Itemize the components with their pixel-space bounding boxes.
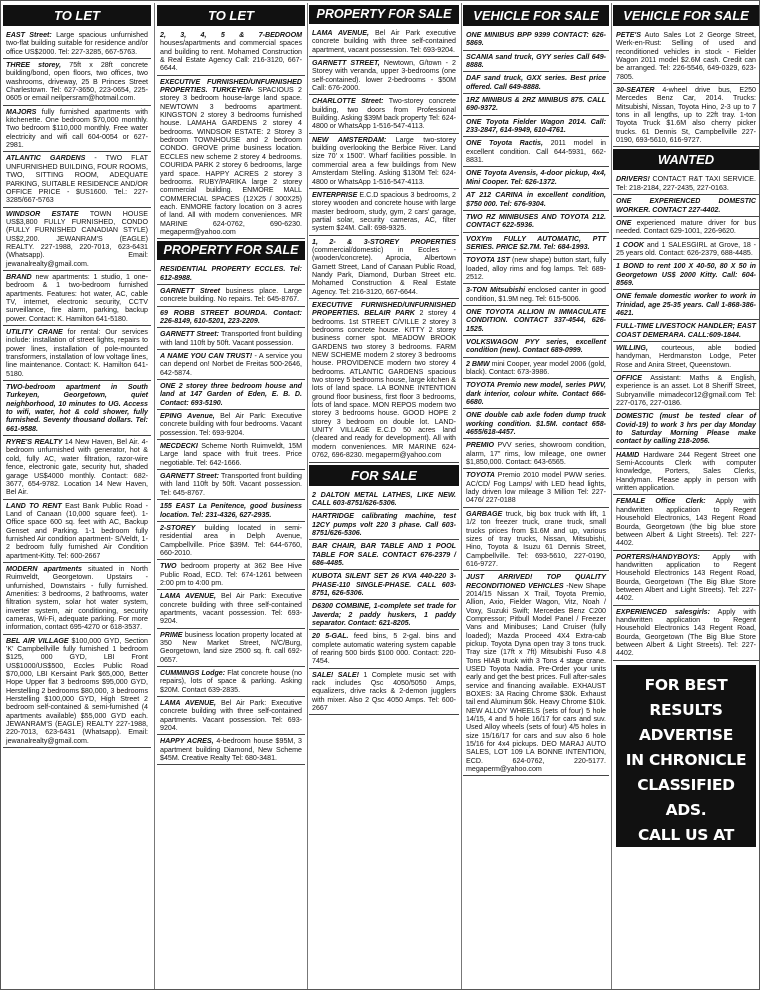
classified-ad xyxy=(157,735,305,765)
classified-ad xyxy=(157,76,305,240)
classified-ad xyxy=(309,669,459,716)
ad-lead: MECDECKI xyxy=(160,442,198,451)
column-divider xyxy=(461,3,462,989)
classified-ad xyxy=(463,29,609,51)
ad-body: 2 storey 4 bedrooms. 1st STREET C/VILLE 2 storey 3 bedrooms concrete house. KITTY 2 storey business corner spot. MEADOW BROOK GARDENS two storey 3 bedrooms. FARM NEW SCHEME modern 2 storey 3 bedrooms house. PROVIDENCE modern two storey 4 bedrooms. ATLANTIC GARDENS spacious two storey 5 bedrooms house, large kitchen & lots of land space. LA BONNE INTENTION ground floor business, first floor 3 bedrooms, lots of land space. MON REPOS modern two storey 3 bedrooms house. GOOD HOPE 2 storey 3 bedroom on double lot. LAND-UNITY VILLAGE E.C.D 50 acres land (cleared and ready for development). All with modern conveniences. MR MARINE 624-0762, 696-8230. megaperm@yahoo.com xyxy=(312,309,456,460)
ad-body: experienced mature driver for bus needed. Contact 629-1001, 226-9620. xyxy=(616,218,756,236)
ad-body: - A service you can depend on! Norbet de Freitas 500-2646, 642-5874. xyxy=(160,352,302,377)
ad-lead: WILLING, xyxy=(616,343,648,352)
ad-lead: TWO xyxy=(160,562,177,571)
ad-body: Apply with handwritten application to Regent Household Electronics 143 Regent Road, Bourda, Georgetown (The Big Blue Store between Albert and Light Streets). Tel: 227-4402. xyxy=(616,552,756,603)
classified-ad xyxy=(463,72,609,94)
column-divider xyxy=(154,3,155,989)
promo-line: ADVERTISE xyxy=(638,725,734,744)
ad-lead: ONE Toyota Ractis, xyxy=(466,139,543,148)
ad-body: feed bins, 5 2-gal. bins and complete automatic watering system capable of rearing 500 birds $100 000. Contact: 220-7454. xyxy=(312,632,457,666)
ad-body: Apply with handwritten application to Regent Household Electronics, 143 Regent Road Bourda, Georgetown (the big blue store between Albert & Light Streets). Tel: 227-4402. xyxy=(616,497,756,548)
ad-body: bedroom property at 362 Bee Hive Public Road, ECD. Tel: 674-1261 between 2:00 pm to 4:00 pm. xyxy=(160,562,302,587)
classified-ad xyxy=(3,152,151,207)
classified-ad xyxy=(309,95,459,133)
ad-lead: PRIME xyxy=(160,630,183,639)
ad-lead: DAF sand truck, GXX series. Best price offered. Call 649-8888. xyxy=(466,74,606,91)
section-header-to-let: TO LET xyxy=(157,5,305,26)
ad-lead: 20 5-GAL. xyxy=(312,632,349,641)
ad-lead: 1, 2- & 3-STOREY PROPERTIES xyxy=(312,237,456,246)
classified-ad xyxy=(157,410,305,440)
ad-lead: RESIDENTIAL PROPERTY ECCLES. Tel: 612-8988. xyxy=(160,265,302,282)
ad-lead: BAR CHAIR, BAR TABLE AND 1 POOL TABLE FOR SALE. CONTACT 676-2379 / 686-4485. xyxy=(312,542,456,567)
classified-ad xyxy=(309,540,459,570)
promo-line: IN CHRONICLE xyxy=(625,750,747,769)
classified-ad xyxy=(613,260,759,290)
ad-lead: HAPPY ACRES, xyxy=(160,737,214,746)
ad-lead: ONE EXPERIENCED DOMESTIC WORKER. CONTACT 227-4402. xyxy=(616,197,756,214)
ad-body: PVV series, showroom condition, alarm, 17" rims, low mileage, one owner $1,850,000. Contact: 643-6565. xyxy=(466,441,606,467)
ad-body: TOWN HOUSE US$3,800 FULLY FURNISHED, CONDO (FULLY FURNISHED CANADIAN STYLE) US$2,200. JEWANRAM'S (EAGLE) REALTY. 227-1988, 220-7013, 623-6431 (Whatsapp). Email: jewanalrealty@gmail.com. xyxy=(6,209,148,268)
ad-lead: D6300 COMBINE, 1-complete set trade for Javerda; 2 paddy huskers, 1 paddy separator. Contact: 621-8205. xyxy=(312,602,456,627)
classified-ad xyxy=(157,285,305,307)
ad-lead: ONE double cab axle foden dump truck working condition. $1.5M. contact 658-4655/618-4457. xyxy=(466,411,606,437)
section-header-property-for-sale: PROPERTY FOR SALE xyxy=(157,241,305,260)
ad-body: $100,000 GYD, Section 'K' Campbellville fully furnished 1 bedroom $125, 000 GYD, LBI Front US$1000/US$500, Eccles Public Road $70,000, LBI Kersaint Park $65,000, Better Hope Upper flat 3 bedrooms $95,000 GYD, Herstelling 2 bedrooms $80,000, 3 bedrooms Herstelling $100,000 GYD, High Street 2 bedroom self-contained & semi-furnished (4 apartments available) $55,000 GYD each. JEWANRAM'S (EAGLE) REALTY 227-1988, 220-7013, 623-6431 (Whatsapp). Email: jewanalrealty@gmail.com. xyxy=(6,636,148,745)
section-header-vehicle-for-sale: VEHICLE FOR SALE xyxy=(463,5,609,26)
ad-body: Large two-storey building overlooking the Berbice River. Land size 70' x 1500'. Wharf facilities possible. In commercial area a few buildings from New Amsterdam Stelling. Asking $130M Tel: 624-4800 or WhatsApp 1-516-547-4113. xyxy=(312,135,456,186)
ad-body: and 1 SALESGIRL at Grove, 18 - 25 years old. Contact: 626-2379, 688-4485. xyxy=(616,240,756,257)
ad-lead: MODERN apartments xyxy=(6,564,82,573)
ad-lead: ONE Toyota Avensis, 4-door pickup, 4x4, Mini Cooper. Tel: 626-1372. xyxy=(466,169,606,186)
ad-lead: FEMALE Office Clerk: xyxy=(616,497,706,506)
ad-body: Auto Sales Lot 2 George Street, Werk-en-Rust: Selling of used and reconditioned vehicles in stock - Fielder Wagon 2011 model $2.6M cash. Credit can be arranged. Tel: 226-5546, 649-0329, 623-7805. xyxy=(616,31,756,81)
classified-ad xyxy=(613,551,759,606)
ad-lead: 30-SEATER xyxy=(616,86,655,95)
ad-body: E.C.D spacious 3 bedrooms, 2 storey wooden and concrete house with large master bedroom, study, gym, 2 cars' garage, partial solar, security cameras, AC, filter system $24M. Call: 698-9325. xyxy=(312,190,456,233)
classified-ad xyxy=(309,570,459,600)
ad-body: building located in semi-residential area in Delph Avenue, Campbellville. Price $39M. Tel: 644-6760, 660-2010. xyxy=(160,523,302,557)
classified-ad xyxy=(157,470,305,500)
classified-ad xyxy=(613,372,759,410)
classified-ad xyxy=(613,195,759,217)
classified-ad xyxy=(463,189,609,211)
ad-lead: 69 ROBB STREET BOURDA. Contact: 226-8149, 610-5201, 223-2209. xyxy=(160,308,302,325)
column-4 xyxy=(463,3,609,989)
ad-lead: EPING Avenue, xyxy=(160,412,215,421)
ad-lead: 155 EAST La Penitence, good business location. Tel: 231-4326, 627-2935. xyxy=(160,502,302,519)
classified-ad xyxy=(613,320,759,342)
column-divider xyxy=(307,3,308,989)
classified-ad xyxy=(463,409,609,439)
ad-list xyxy=(309,27,459,463)
section-header-vehicle-for-sale: VEHICLE FOR SALE xyxy=(613,5,759,26)
classified-ad xyxy=(309,134,459,189)
ad-body: Newtown, G/town - 2 Storey with veranda, upper 3-bedrooms (one self-contained). lower 2-bedrooms - $50M Call: 676-2000. xyxy=(312,59,457,93)
classified-ad xyxy=(157,380,305,410)
ad-body: 75ft x 28ft concrete building/bond, open floors, two offices, two washrooms, driveway, 25 B Princes Street Charlestown. Tel: 627-3650, 223-0654, 225-0605 or email neilpersram@hotmail.com. xyxy=(6,61,148,103)
ad-lead: CUMMINGS Lodge: xyxy=(160,669,226,677)
classified-ad xyxy=(463,94,609,116)
ad-lead: ONE TOYOTA ALLION IN IMMACULATE CONDITION. CONTACT 337-4544, 626-1525. xyxy=(466,307,606,333)
ad-body: (new shape) button start, fully loaded, alloy rims and fog lamps. Tel: 689-2512. xyxy=(466,256,606,281)
ad-lead: VOLKSWAGON PYY series, excellent condition (new). Contact 689-0999. xyxy=(466,337,606,355)
ad-lead: LAMA AVENUE, xyxy=(160,699,217,708)
ad-lead: ONE Toyota Fielder Wagon 2014. Call: 233-2847, 614-9949, 610-4761. xyxy=(466,117,606,135)
classified-ad xyxy=(157,560,305,590)
ad-lead: HAMID xyxy=(616,450,640,459)
column-divider xyxy=(611,3,612,989)
classified-ad xyxy=(463,116,609,138)
promo-line: CLASSIFIED ADS. xyxy=(637,775,735,819)
ad-lead: EAST Street: xyxy=(6,31,52,39)
ad-lead: 3-TON Mitsubishi xyxy=(466,286,526,295)
ad-lead: CHARLOTTE Street: xyxy=(312,97,384,106)
ad-lead: DOMESTIC (must be tested clear of Covid-19) to work 3 hrs per day Monday to Saturday Morning Please make contact by calling 218-2056. xyxy=(616,412,756,446)
classified-ad xyxy=(463,439,609,469)
ad-body: Transported front building with land 110ft by 50ft. Vacant possession. xyxy=(160,330,302,347)
ad-list xyxy=(613,29,759,147)
classified-ad xyxy=(3,271,151,326)
ad-list xyxy=(3,29,151,748)
classified-ad xyxy=(463,379,609,409)
ad-lead: WINDSOR ESTATE xyxy=(6,209,79,218)
ad-body: Two-storey concrete building, two doors from Professional Building. Asking $39M back property Tel: 624-4800 or WhatsApp 1-516-547-4113. xyxy=(312,97,456,131)
classified-ad xyxy=(463,51,609,73)
classified-ad xyxy=(157,590,305,628)
classified-ad xyxy=(463,571,609,776)
ad-body: enclosed canter in good condition, $1.9M neg. Tel: 615-5006. xyxy=(466,286,606,303)
ad-body: 2011 model in excellent condition. Call 644-5931, 662-8831. xyxy=(466,139,606,165)
classified-ad xyxy=(157,29,305,76)
section-header-to-let: TO LET xyxy=(3,5,151,26)
promo-phone: 226-3243-9 xyxy=(636,874,736,894)
ad-lead: EXECUTIVE FURNISHED/UNFURNISHED PROPERTIES. BELAIR PARK xyxy=(312,300,456,318)
ad-lead: BRAND xyxy=(6,272,32,281)
ad-body: Assistant: Maths & English, experience is an asset. Lot 8 Sheriff Street, Subryanville mimadecor12@gmail.com Tel: 227-0176, 227-0186. xyxy=(616,374,756,408)
ad-lead: GARNETT Street: xyxy=(160,472,219,481)
ad-lead: UTILITY CRANE xyxy=(6,328,63,336)
classified-ad xyxy=(157,350,305,380)
ad-lead: A NAME YOU CAN TRUST! xyxy=(160,352,253,360)
ad-body: mini Cooper, year model 2006 (gold, black). Contact: 673-3986. xyxy=(466,359,606,376)
classified-ad xyxy=(309,510,459,540)
ad-lead: PORTERS/HANDYBOYS: xyxy=(616,552,700,561)
ad-lead: 1RZ MINIBUS & 2RZ MINIBUS 875. CALL 690-9372. xyxy=(466,96,606,113)
promo-line: CALL US AT xyxy=(637,825,735,844)
classified-ad xyxy=(613,84,759,147)
classified-ad xyxy=(3,500,151,563)
ad-lead: FULL-TIME LIVESTOCK HANDLER; EAST COAST DEMERARA. CALL:609-1844. xyxy=(616,322,756,339)
ad-body: 14 New Haven, Bel Air. 4-bedroom unfurnished with generator, hot & cold, fully AC, water filtration, razor-wire fence, electronic gate, security hut, shaded garage US$4000 monthly. Contact: 682-3677, 654-9782. Location 14 New Haven, Bel Air. xyxy=(6,438,148,497)
ad-body: business location property located at 350 New Market Street, N/C/Burg, Georgetown, land size 2500 sq. ft. call 692-0657. xyxy=(160,630,302,664)
classified-ad xyxy=(309,600,459,630)
classified-ad xyxy=(3,381,151,436)
classified-ad xyxy=(613,290,759,320)
classified-ad xyxy=(3,635,151,748)
classified-ad xyxy=(3,208,151,271)
classified-ad xyxy=(613,239,759,261)
ad-lead: HARTRIDGE calibrating machine, test 12CY pumps volt 220 3 phase. Call 603-8751/626-5306. xyxy=(312,512,456,537)
ad-lead: GARNETT Street: xyxy=(160,330,219,339)
ad-body: Hardware 244 Regent Street one Semi-Accounts Clerk with computer knowledge, Porters, Sales Clerks, Handyman. Please apply in person with written application. xyxy=(616,450,756,493)
column-3 xyxy=(309,3,459,989)
ad-body: SPACIOUS 2 storey 3 bedroom house-large land space. NEWTOWN 3 bedrooms apartment. KINGSTON 2 storey 3 bedrooms furnished house. LAMAHA GARDENS 2 storey 4 bedrooms. WINDSOR ESTATE: 2 Storey 3 bedroom TOWNHOUSE and 2 bedroom CONDO. GROVE prime business location. ECCLES new scheme 2 storey 4 bedrooms. COURIDA PARK 2 storey 6 bedrooms, large yard space. HAPPY ACRES 2 storey 3 bedrooms. RUBY/PARIKA large 2 storey commercial building. ENMORE MALL COMMERCIAL SPACES (12X25 / 300X25) each. ENMORE factory location on 3 acres of land. All with modern conveniences. MR MARINE 624-0762, 690-6230. megaperm@yahoo.com xyxy=(160,86,302,236)
promo-line: FOR BEST RESULTS xyxy=(644,675,728,719)
ad-list xyxy=(613,173,759,660)
ad-lead: PETE'S xyxy=(616,31,641,39)
column-1 xyxy=(3,3,151,989)
classified-ad xyxy=(463,254,609,284)
ad-body: Bel Air Park executive concrete building with three self-contained apartment, vacant possession. Tel: 693-9204. xyxy=(312,29,456,54)
classified-ad xyxy=(3,59,151,106)
ad-body: CONTACT R&T TAXI SERVICE. Tel: 218-2184, 227-2435, 227-0163. xyxy=(616,175,756,192)
classified-ad xyxy=(613,29,759,84)
ad-body: (commercial/domestic) in Eccles - (wooden/concrete). Aprocia, Albertown Garnett Street, Land of Canaan Public Road, Nandy Park, Diamond, Durban Street etc. Mohamed Construction & Real Estate Agency. Tel: 216-3120, 667-6644. xyxy=(312,245,456,296)
classified-ad xyxy=(463,358,609,380)
classified-ad xyxy=(463,469,609,507)
classified-ad xyxy=(463,336,609,358)
ad-lead: EXECUTIVE FURNISHED/UNFURNISHED PROPERTIES. TURKEYEN- xyxy=(160,77,302,95)
ad-body: Flat concrete house (no repairs), lots of space & parking. Asking $20M. Contact 639-2835. xyxy=(160,669,302,694)
classified-ad xyxy=(613,217,759,239)
ad-body: business place. Large concrete building. No repairs. Tel: 645-8767. xyxy=(160,286,302,304)
ad-lead: ONE MINIBUS BPP 9399 CONTACT: 626-5869. xyxy=(466,31,606,48)
ad-lead: 2, 3, 4, 5 & 7-BEDROOM xyxy=(160,31,302,39)
ad-lead: KUBOTA SILENT SET 26 KVA 440-220 3-PHASE-110 SINGLE-PHASE. CALL 603-8751, 626-5306. xyxy=(312,572,456,597)
ad-lead: TOYOTA 1ST xyxy=(466,256,510,265)
classified-ad xyxy=(157,697,305,735)
advertise-promo-box xyxy=(616,665,756,894)
column-5 xyxy=(613,3,759,989)
ad-list xyxy=(157,29,305,239)
ad-list xyxy=(157,263,305,765)
classified-ad xyxy=(463,306,609,336)
ad-lead: GARNETT Street xyxy=(160,286,221,295)
classified-ad xyxy=(309,236,459,299)
ad-body: Large spacious unfurnished two-flat building suitable for residence and/or office US$2000. Tel: 227-3285, 667-5763. xyxy=(6,31,148,56)
ad-lead: GARBAGE xyxy=(466,509,503,518)
classified-ad xyxy=(613,342,759,372)
ad-body: fully furnished apartments with kitchenette. One bedroom $70,000 monthly. Two bedroom $110,000 monthly. Free water electricity and wifi call 604-0054 or 627-2981. xyxy=(6,107,148,150)
ad-lead: RYRE'S REALTY xyxy=(6,438,63,447)
ad-body: courteous, able bodied handyman, Herdmanston Lodge, Peter Rose and Anira Street, Queenstown. xyxy=(616,343,756,369)
ad-lead: SCANIA sand truck, GYY series Call 649-8888. xyxy=(466,52,606,70)
classified-ad xyxy=(3,436,151,499)
ad-body: Apply with handwritten application to Regent Household Electronics 143 Regent Road, Bourda, Georgetown (The Big Blue Store between Albert & Light Streets). Tel: 227-4402. xyxy=(616,607,756,658)
ad-body: truck, big box truck with lift, 1 1/2 ton freezer truck, crane truck, small trucks prices from $1.6M and up, various sizes of tray trucks, Nissan, Mitsubishi, Hino, Toyota & Isuzu 61 Dennis Street, Campbellville. Tel: 693-5610, 227-0190, 616-9727. xyxy=(466,509,606,568)
ad-lead: ATLANTIC GARDENS xyxy=(6,154,86,163)
ad-lead: 1 BOND to rent 100 X 40-50, 80 X 50 in Georgetown US$ 2000 Kitty. Call: 604-8569. xyxy=(616,262,756,287)
ad-body: Premio 2010 model PWW series. AC/CD/ Fog Lamps/ with LED head lights, lady driven low mileage 3 Million Tel: 227-0476/ 227-0188 xyxy=(466,471,606,505)
ad-lead: NEW AMSTERDAM: xyxy=(312,135,387,144)
ad-lead: EXPERIENCED salesgirls: xyxy=(616,607,710,616)
classified-ad xyxy=(309,630,459,668)
ad-body: Bel Air Park: Executive concrete building with three self-contained apartments, vacant possession. Tel: 693-9204. xyxy=(160,592,302,626)
classified-ad xyxy=(3,29,151,59)
classified-ad xyxy=(463,137,609,167)
ad-lead: SALE! SALE! xyxy=(312,670,359,679)
classified-ad xyxy=(309,299,459,463)
classified-ad xyxy=(463,211,609,233)
classified-ad xyxy=(157,667,305,697)
ad-lead: DRIVERS! xyxy=(616,175,650,184)
classified-ad xyxy=(463,508,609,571)
ad-body: Transported front building with land 110ft by 50ft. Vacant possession. Tel: 645-8767. xyxy=(160,472,302,497)
ad-lead: 2 BMW xyxy=(466,359,490,368)
ad-lead: ONE xyxy=(616,218,632,227)
classified-ad xyxy=(309,57,459,95)
ad-lead: THREE storey, xyxy=(6,61,62,70)
classified-ad xyxy=(3,563,151,635)
section-header-wanted: WANTED xyxy=(613,149,759,170)
ad-lead: GARNETT STREET, xyxy=(312,59,380,68)
ad-body: Bel Air Park: Executive concrete building with four bedrooms. Vacant possession. Tel: 693-9204. xyxy=(160,412,302,437)
section-header-for-sale: FOR SALE xyxy=(309,465,459,486)
ad-body: Scheme North Ruimveldt, 15M Large land space with fruit trees. Price negotiable. Tel: 642-1666. xyxy=(160,442,302,467)
classified-ad xyxy=(157,440,305,470)
column-2 xyxy=(157,3,305,989)
ad-lead: TWO-bedroom apartment in South Turkeyen, Georgetown, quiet neighborhood, 10 minutes to UG. Access to wifi, water, hot & cold shower, fully furnished. Seventy thousand dollars. Tel: 661-9588. xyxy=(6,383,148,433)
ad-list xyxy=(463,29,609,776)
classified-ad xyxy=(463,284,609,306)
ad-lead: 2-STOREY xyxy=(160,523,196,532)
ad-lead: ONE 2 storey three bedroom house and land at 147 Garden of Eden, E. B. D. Contact: 693-5190. xyxy=(160,382,302,407)
ad-lead: LAMA AVENUE, xyxy=(160,592,217,601)
ad-body: for rental: Our services include: installation of street lights, repairs to power lines, installation of pole-mounted transformers, installation of low voltage lines, line maintenance. Contact: K. Hamilton 641-5180. xyxy=(6,328,148,378)
classified-ad xyxy=(157,522,305,560)
section-header-property-for-sale: PROPERTY FOR SALE xyxy=(309,5,459,24)
ad-lead: AT 212 CARINA in excellent condition, $750 000. Tel: 676-9304. xyxy=(466,191,606,208)
ad-lead: PREMIO xyxy=(466,441,494,450)
classified-ad xyxy=(613,606,759,661)
ad-lead: OFFICE xyxy=(616,374,643,382)
ad-lead: ONE female domestic worker to work in Trinidad, age 25-35 years. Call 1-868-386-4621. xyxy=(616,292,756,317)
classified-ad xyxy=(463,233,609,255)
ad-body: Bel Air Park: Executive concrete building with three self-contained apartments. Vacant possession. Tel: 693-9204. xyxy=(160,699,302,733)
ad-lead: 2 DALTON METAL LATHES, LIKE NEW. CALL 603-8751/626-5306. xyxy=(312,490,456,507)
classified-ad xyxy=(463,167,609,189)
ad-lead: VOXYm FULLY AUTOMATIC, PTT SERIES. PRICE $2.7M. Tel: 684-1993. xyxy=(466,234,606,251)
ad-lead: MAJORS xyxy=(6,107,37,116)
ad-lead: TOYOTA Premio new model, series PWV, dark interior, colour white. Contact 666-6680. xyxy=(466,381,606,407)
classified-ad xyxy=(309,489,459,511)
classified-ad xyxy=(157,328,305,350)
classified-ad xyxy=(613,449,759,496)
ad-lead: ENTERPRISE xyxy=(312,190,358,199)
classified-ad xyxy=(3,326,151,381)
ad-body: -New Shape 2014/15 Nissan X Trail, Toyota Premio, Allion, Axio, Fielder Wagon, Vitz, Noah / Voxy, Suzuki Swift; Mercedes Benz C200 Compressor; Pitbull Model Panel / Freezer Vans and Minibuses; Land Cruiser (fully loaded); Mazda Proceed 4X4 Extra-cab pickup. Toyota Dyna open tray 3 tons truck. Tray size (17ft x 7ft) Mitsubishi Fuso 4.8 Tons HIAB truck with 3 Tons 4 stage crane. USED Toyota Nadia. Pre-Order your units early and get the best prices. Full after-sales service and financing available. EXHAUST BOXES: 3A Racing Chrome $30k. Exhaust tail end Aluminum $6k. Heavy Chrome $10k. NEW ALLOY WHEELS (sets of four) 5 hole 14/15, 4 and 5 hole 16/17 for cars and suv. Used Alloy wheels (sets of four) 4/5 holes in size 15/16/17 for cars and suv also 6 hole 15/16 for 4x4 pickups. DEO MARAJ AUTO SALES, LOT 109 LA BONNE INTENTION, ECD. 624-0762, 220-5177. megaperm@yahoo.com xyxy=(466,581,606,774)
promo-phone: 225-4475/ xyxy=(642,852,730,872)
ad-lead: JUST ARRIVED! TOP QUALITY RECONDITIONED VEHICLES xyxy=(466,573,606,590)
ad-lead: LAMA AVENUE, xyxy=(312,29,369,37)
classified-ad xyxy=(309,189,459,236)
classified-ad xyxy=(613,495,759,550)
classified-ad xyxy=(3,106,151,153)
ad-lead: BEL AIR VILLAGE xyxy=(6,636,69,645)
classified-ad xyxy=(309,27,459,57)
ad-lead: 1 COOK xyxy=(616,240,645,249)
ad-lead: TOYOTA xyxy=(466,471,495,480)
classified-ad xyxy=(157,629,305,667)
classified-ad xyxy=(157,263,305,285)
ad-lead: TWO RZ MINIBUSES AND TOYOTA 212. CONTACT 622-5936. xyxy=(466,212,606,230)
ad-body: 4-bedroom house $95M, 3 apartment building Diamond, New Scheme $45M. Creative Realty Tel: 680-3481. xyxy=(160,737,302,763)
ad-body: 4-wheel drive bus, E250 Mercedes Benz Car, 2014. Trucks: Mitsubishi, Nissan, Toyota Hino, 2-3 up to 7 tons in all lengths, up to 22ft tray. 1-ton Toyota Truck $1.6M also cherry picker trucks. 61 Dennis St, Campbellville 227-0190, 693-5610, 616-9727. xyxy=(616,86,756,145)
ad-body: - TWO FLAT UNFURNISHED BUILDING, FOUR ROOMS, TWO, SITTING ROOM, ADEQUATE PARKING, SUITABLE RESIDENCE AND/OR OFFICE PRICE - $US1600. Tel.: 227-3285/667-5763 xyxy=(6,154,148,205)
ad-body: situated in North Ruimveldt, Georgetown. Upstairs - unfurnished, Downstairs - fully furnished. Amenities: 3 bedrooms, 2 bathrooms, water filtration system, solar hot water system, inverter system, air conditioning, security cameras, Wi-Fi, adequate parking. For more information, contact 695-4270 or 618-3537. xyxy=(6,564,148,632)
ad-list xyxy=(309,489,459,716)
classified-ad xyxy=(157,500,305,522)
ad-body: 1 Complete music set with rack includes Qsc 4050/5050 Amps, equalizers, drive racks & 2-demon jugglers with mixer. Also 2 Qsc 4050 Amps. Tel: 600-2667 xyxy=(312,670,456,713)
ad-body: East Bank Public Road -Land of Canaan (10,000 square feet). 1- Office space 600 sq. feet with AC, Backup Genset and Parking. 1-1 bedroom fully furnished Air condition apartment- S/Veldt, 1-2 bedroom fully furnished Air Condition apartment-Kitty. Tel: 600-2667 xyxy=(6,501,148,560)
classified-ad xyxy=(613,410,759,448)
ad-body: new apartments: 1 studio, 1 one-bedroom & 1 two-bedroom furnished apartments. Features: hot water, AC, cable TV, internet, electronic security, CCTV surveillance, fire alarm, parking, backup power. Contact: K. Hamilton 641-5180. xyxy=(6,272,148,323)
ad-body: houses/apartments and commercial spaces and building to rent. Mohamed Construction & Real Estate Agency Call: 216-3120, 667-6644. xyxy=(160,39,302,73)
ad-lead: LAND TO RENT xyxy=(6,501,62,510)
classified-ad xyxy=(613,173,759,195)
classified-ad xyxy=(157,307,305,329)
